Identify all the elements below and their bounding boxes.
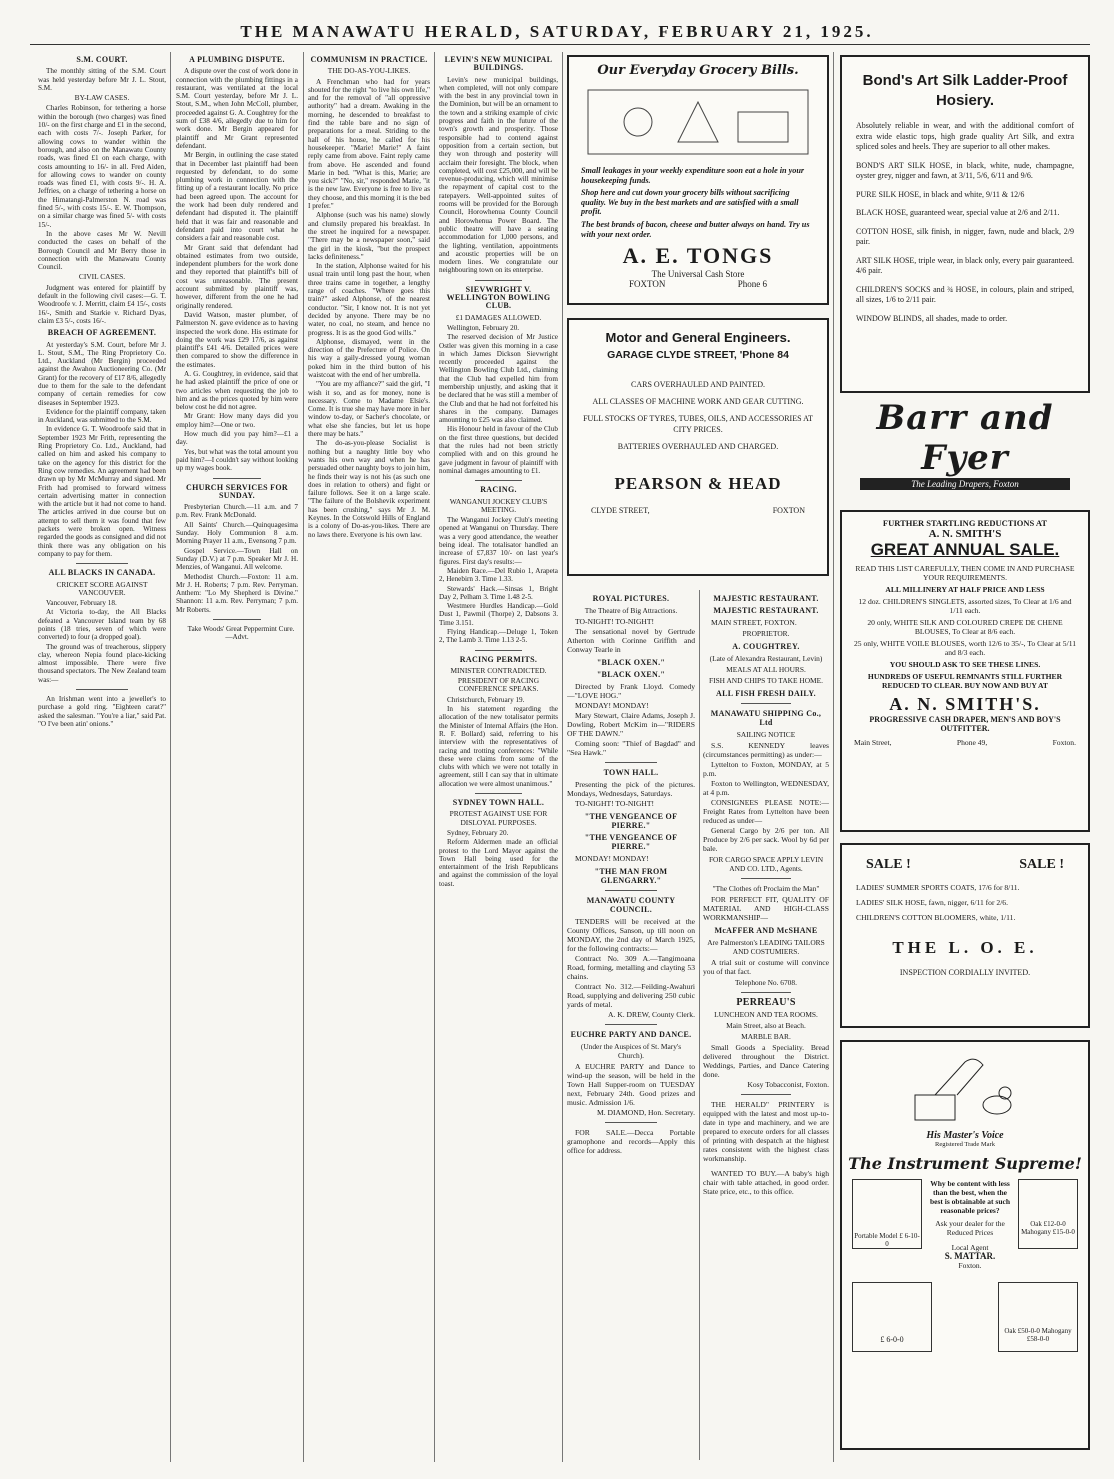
ad-line: CHILDREN'S COTTON BLOOMERS, white, 1/11. [856,913,1016,922]
dateline: Vancouver, February 18. [46,599,117,608]
ad-business-name: THE L. O. E. [892,938,1038,957]
ad-signature: M. DIAMOND, Hon. Secretary. [597,1108,695,1117]
article-text: Alphonse (such was his name) slowly and clumsily prepared his breakfast. In the street he inquired for a newspaper. "There may be a newspaper soon," said the girl in the kiosk, "but the prospect lacks definiteness." [308,211,430,261]
article-text: Presbyterian Church.—11 a.m. and 7 p.m. Rev. Frank McDonald. [176,503,298,520]
ad-business-name: A. E. TONGS [622,243,774,269]
ad-phone: Telephone No. 6708. [735,978,797,987]
ad-line: The sensational novel by Gertrude Atherton with Corinne Griffith and Conway Tearle in [567,627,695,654]
divider [475,650,523,651]
divider [741,992,791,993]
ad-line: 12 doz. CHILDREN'S SINGLETS, assorted sizes, To Clear at 1/6 and 1/11 each. [858,597,1072,615]
ad-town: Foxton. [1052,738,1076,747]
ad-title: GREAT ANNUAL SALE. [870,540,1060,559]
divider [475,793,523,794]
divider [475,280,523,281]
divider [741,1094,791,1095]
masthead: THE MANAWATU HERALD, SATURDAY, FEBRUARY 21, 1925. [240,22,874,41]
ad-line: BLACK HOSE, guaranteed wear, special value at 2/6 and 2/11. [856,208,1060,217]
ad-phone: Phone 49, [956,738,988,747]
headline: SYDNEY TOWN HALL. [452,798,545,808]
article-text: At yesterday's S.M. Court, before Mr J. L. Stout, S.M., The Ring Proprietory Co. Ltd., Auckland (Mr Bergin) proceeded against the Awahou Auctioneering Co. (Mr Grant) for the recovery of £17 8/6, allegedly due to them for the sale to the defendant company of certain remedies for cow diseases in September 1923. [38,340,166,407]
ad-line: CARS OVERHAULED AND PAINTED. [631,380,765,389]
article-text: Judgment was entered for plaintiff by default in the following civil cases:—G. T. Woodroofe v. J. Merritt, claim £4 15/-, costs 16/-, Smith and Starkie v. Richard Dyas, claim £3 5/-, costs 16/-. [38,283,166,325]
article-text: Mr Bergin, in outlining the case stated that in December last plaintiff had been requested by defendant, to do some plumbing work in connection with the fitting up of a restaurant locally. No price had been agreed upon. The account for the work had been duly rendered and defendant had disputed it. The plaintiff held that it was fair and reasonable and defendant paid into court what he considers a fair and reasonable cost. [176,151,298,243]
race-result: Maiden Race.—Del Rubio 1, Arapeta 2, Henebirn 3. Time 1.33. [439,566,558,584]
ad-business-name: S. MATTAR. [944,1251,996,1261]
ad-line: Are Palmerston's LEADING TAILORS AND COSTUMIERS. [707,938,825,956]
subheading: CIVIL CASES. [78,272,126,282]
column-rule [303,52,304,1462]
race-result: Flying Handicap.—Deluge 1, Token 2, The Lamb 3. Time 1.13 2-5. [439,628,558,645]
article-text: Levin's new municipal buildings, when completed, will not only compare with the best in any provincial town in the Dominion, but will be an ornament to the town and a striking example of civic progress and faith in the future of the town's growth and prosperity. Those responsible had to contend against opposition from a certain section, but they won through and posterity will acclaim their foresight. The block, when completed, will cost £25,000, and will be revenue-producing, which will minimise the repayment of capital cost to the ratepayers. Well-appointed suites of rooms will be provided for the Borough Council, Horowhenua County Council and Horowhenua Power Board. The public theatre will have a seating accommodation for 1,000 persons, and the lighting, ventilation, appointments and acoustic properties will be on modern lines. We congratulate our neighbouring town on its enterprise. [439,75,558,275]
advertisement-line: Take Woods' Great Peppermint Cure.—Advt. [187,625,295,642]
sale-heading: SALE ! [866,857,911,872]
ad-address: GARAGE CLYDE STREET, 'Phone 84 [607,349,789,361]
headline: ALL BLACKS IN CANADA. [48,568,156,578]
ad-street: Main Street, [854,738,892,747]
article-text: How much did you pay him?—£1 a day. [176,430,298,447]
article-text: A. G. Coughtrey, in evidence, said that he had asked plaintiff the price of one or two articles when requesting the job to him and as the prices quoted by him were below cost he did not agree. [176,369,298,412]
engineers-advertisement [567,318,829,576]
barr-fyer-logo [840,398,1090,489]
ad-line: A EUCHRE PARTY and Dance to wind-up the season, will be held in the Town Hall Supper-room on TUESDAY next, February 24th. Good prizes and music. Admission 1/6. [567,1062,695,1107]
subheading: CRICKET SCORE AGAINST VANCOUVER. [56,579,148,597]
masthead-rule [30,44,1090,45]
gramophone-advertisement [840,1040,1090,1450]
article-text: Mr Grant: How many days did you employ him?—One or two. [176,412,298,429]
divider [76,689,127,690]
ad-banner: Our Everyday Grocery Bills. [597,63,799,78]
dateline: Wellington, February 20. [447,323,520,332]
article-text: The ground was of treacherous, slippery clay, whereon Nepia found place-kicking almost impossible. There were five thousand spectators. The New Zealand team was:— [38,642,166,684]
ad-subtitle: (Under the Auspices of St. Mary's Church). [580,1042,682,1060]
ad-line: LADIES' SUMMER SPORTS COATS, 17/6 for 8/11. [856,883,1020,892]
ad-line: ALL CLASSES OF MACHINE WORK AND GEAR CUTTING. [592,397,804,406]
article-text: Methodist Church.—Foxton: 11 a.m. Mr J. H. Roberts; 7 p.m. Rev. Perryman. Anthem: "Lo My Shepherd is Divine." Shannon: 11 a.m. Rev. Perryman; 7 p.m. Mr Roberts. [176,572,298,614]
ad-line: CHILDREN'S SOCKS and ¾ HOSE, in colours, plain and striped, all sizes, 1/6 to 2/11 pair. [856,284,1074,304]
article-text: Charles Robinson, for tethering a horse within the borough (two charges) was fined 10/- on the first charge and £1 in the second, each with costs 7/-. Joseph Parker, for allowing cows to wander within the borough, and also on the Manawatu County roads, was fined £1 on each charge, with costs amounting to 16/- in all. Fred Aiden, for allowing cows to wander on county roads was fined £1, with costs 9/-. H. A. Jeffries, on a charge of tethering a horse on the Himatangi-Palmerston N. road was fined 5/-, with costs 15/-. E. W. Thompson, on a similar charge was fined 5/- with costs 15/-. [38,104,166,229]
ad-line: FOR CARGO SPACE APPLY LEVIN AND CO. LTD., Agents. [708,855,824,873]
ad-line: MAIN STREET, FOXTON. [711,618,797,627]
column-rule [434,52,435,1462]
ad-line: 25 only, WHITE VOILE BLOUSES, worth 12/6 to 35/-, To Clear at 5/11 and 8/3 each. [853,639,1077,657]
ad-line: Contract No. 312.—Feilding-Awahuri Road, supplying and delivering 250 cubic yards of metal. [567,982,695,1009]
article-text: The reserved decision of Mr Justice Ostler was given this morning in a case in which James Dickson Sievwright recently proceeded against the Wellington Bowling Club Ltd., claiming that the Club had expelled him from membership unjustly, and asking that it be declared that he was still a member of the Club and that he had not forfeited his shares in the company. Damages amounting to £25 was also claimed. [439,333,558,425]
headline: CHURCH SERVICES FOR SUNDAY. [186,482,288,500]
column-2 [176,52,298,1462]
ad-line: Kosy Tobacconist, Foxton. [747,1080,829,1089]
article-text: All Saints' Church.—Quinquagesima Sunday. Holy Communion 8 a.m. Morning Prayer 11 a.m., Evensong 7 p.m. [176,520,298,546]
model-console: Oak £50-0-0 Mahogany £58-0-0 [998,1282,1078,1352]
ad-title: "The Clothes oft Proclaim the Man" [712,884,820,893]
column-rule [562,52,563,1462]
ad-line: Local Agent [951,1243,989,1252]
ad-town: FOXTON [629,279,666,290]
subheading: PROTEST AGAINST USE FOR DISLOYAL PURPOSES. [449,809,548,827]
ad-line: THE HERALD" PRINTERY is equipped with the latest and most up-to-date in type and machinery, and we are prepared to execute orders for all classes of printing with despatch at the highest rates consistent with the highest class workmanship. [703,1100,829,1163]
divider [76,563,127,564]
sale-heading: SALE ! [1019,857,1064,872]
ad-title: MANAWATU SHIPPING Co., Ltd [710,709,822,727]
ad-business-name: PEARSON & HEAD [614,474,782,493]
ad-line: READ THIS LIST CAREFULLY, THEN COME IN AND PURCHASE YOUR REQUIREMENTS. [855,564,1075,582]
ad-line: Presenting the pick of the pictures. Mondays, Wednesdays, Saturdays. [567,780,695,798]
divider [741,703,791,704]
column-rule [170,52,171,1462]
ad-line: ALL FISH FRESH DAILY. [716,689,816,698]
ad-line: TO-NIGHT! TO-NIGHT! [575,617,655,626]
ad-title: The Instrument Supreme! [848,1154,1082,1173]
ad-line: Absolutely reliable in wear, and with the additional comfort of extra wide elastic tops, high grade quality Art Silk, and extra spliced soles and heels. They are superior to all other makes. [856,121,1074,151]
ad-business-name: A. N. SMITH'S. [889,694,1041,714]
dateline: Christchurch, February 19. [447,695,525,704]
ad-line: Contract No. 309 A.—Tangimoana Road, forming, metalling and clayting 53 chains. [567,954,695,981]
ad-line: LUNCHEON AND TEA ROOMS. [714,1010,818,1019]
ad-line: MARBLE BAR. [741,1032,791,1041]
model-cabinet: Oak £12-0-0 Mahogany £15-0-0 [1018,1179,1078,1249]
ad-phone: Phone 6 [737,279,767,290]
trade-mark: Registered Trade Mark [935,1141,995,1148]
ad-line: FURTHER STARTLING REDUCTIONS AT [882,518,1048,528]
ad-text: Small leakages in your weekly expenditure soon eat a hole in your housekeeping funds. [581,166,805,185]
ad-line: TO-NIGHT! TO-NIGHT! [575,799,655,808]
divider [605,1122,656,1123]
headline: RACING PERMITS. [459,654,538,664]
model-table: £ 6-0-0 [852,1282,932,1352]
ad-title: MAJESTIC RESTAURANT. [713,606,819,615]
ad-line: ALL MILLINERY AT HALF PRICE AND LESS [885,585,1045,594]
article-text: At Victoria to-day, the All Blacks defeated a Vancouver Island team by 68 points (18 tries, seven of which were converted) to four (a dropped goal). [38,608,166,642]
ad-line: Small Goods a Speciality. Bread delivered throughout the District. Weddings, Parties, and Dance Catering done. [703,1043,829,1079]
film-title: "THE VENGEANCE OF PIERRE." [584,812,678,830]
headline: LEVIN'S NEW MUNICIPAL BUILDINGS. [444,55,553,73]
subheading: £1 DAMAGES ALLOWED. [455,312,542,322]
headline: S.M. COURT. [76,55,128,64]
hosiery-advertisement [840,55,1090,393]
subheading: THE DO-AS-YOU-LIKES. [327,66,411,76]
ad-line: A trial suit or costume will convince you of that fact. [703,958,829,976]
article-text: A dispute over the cost of work done in connection with the plumbing fittings in a restaurant, was ventilated at the local S.M. Court yesterday, before Mr J. L. Stout, S.M., when John McColl, plumber, proceeded against G. A. Coughtrey for the sum of £38 4/6, allegedly due to him for work done. Mr Bergin appeared for plaintiff and Mr Grant represented defendant. [176,67,298,150]
ad-line: HUNDREDS OF USEFUL REMNANTS STILL FURTHER REDUCED TO CLEAR. BUY NOW AND BUY AT [867,672,1063,690]
ad-text: The best brands of bacon, cheese and butter always on hand. Try us with your next order. [581,219,810,239]
article-text: Yes, but what was the total amount you paid him?—I couldn't say without looking up my wages book. [176,447,298,473]
ad-line: MONDAY! MONDAY! [575,854,649,863]
ad-title: PERREAU'S [736,997,796,1008]
ad-line: TENDERS will be received at the County Offices, Sanson, up till noon on MONDAY, the 2nd day of March 1925, for the following contracts:— [567,917,695,953]
ad-line: MONDAY! MONDAY! [575,701,649,710]
film-title: "BLACK OXEN." [596,670,666,679]
ad-line: Ask your dealer for the Reduced Prices [935,1219,1005,1237]
ad-line: Why be content with less than the best, when the best is obtainable at such reasonable prices? [929,1179,1010,1215]
article-text: Mr Grant said that defendant had obtained estimates from two outside, independent plumbers for the work done and they reported that plaintiff's bill of cost was unreasonable. The present account submitted by plaintiff was, however, different from the one he had originally rendered. [176,243,298,310]
ad-line: LADIES' SILK HOSE, fawn, nigger, 6/11 for 2/6. [856,898,1009,907]
ad-line: Mary Stewart, Claire Adams, Joseph J. Dowling, Robert McKim in—"RIDERS OF THE DAWN." [567,711,695,738]
ad-line: FISH AND CHIPS TO TAKE HOME. [709,676,823,685]
ad-title: Bond's Art Silk Ladder-Proof Hosiery. [862,72,1068,109]
ad-line: ART SILK HOSE, triple wear, in black only, every pair guaranteed. 4/6 pair. [856,255,1074,275]
headline: SIEVWRIGHT V. WELLINGTON BOWLING CLUB. [446,284,551,311]
ad-line: (Late of Alexandra Restaurant, Levin) [709,654,823,663]
divider [213,619,262,620]
ad-subtitle: SAILING NOTICE [736,730,796,739]
brand-name: His Master's Voice [926,1130,1004,1141]
ad-line: FOR SALE.—Decca Portable gramophone and records—Apply this office for address. [567,1128,695,1155]
ad-line: BATTERIES OVERHAULED AND CHARGED. [617,442,779,451]
divider [475,480,523,481]
ad-text: Shop here and cut down your grocery bills without sacrificing quality. We buy in the best markets and are satisfied with a small profit. [581,188,799,217]
ad-title: TOWN HALL. [603,768,659,777]
ad-business-name: McAFFER AND McSHANE [714,926,818,935]
ad-title: Motor and General Engineers. [605,330,791,345]
article-text: "You are my affiance?" said the girl, "I wish it so, and as for money, none is necessary. Come to Madame Elsie's. Come. It is true she may have more in her window to-day, or Sacher's chocolate, or what else she fancies, but let us hope there may be hats." [308,380,430,439]
divider [741,878,791,879]
sale-advertisement [840,843,1090,1028]
ad-line: Foxton to Wellington, WEDNESDAY, at 4 p.m. [703,779,829,797]
subheading: BY-LAW CASES. [74,93,130,103]
column-4 [439,52,558,1462]
ad-line: S.S. KENNEDY leaves (circumstances permitting) as under:— [703,741,829,759]
subheading: MINISTER CONTRADICTED. [450,665,547,675]
film-title: "THE VENGEANCE OF PIERRE." [584,833,678,851]
logo-tagline: The Leading Drapers, Foxton [860,478,1070,490]
ad-line: Directed by Frank Lloyd. Comedy—"LOVE HOG." [567,682,695,700]
article-text: Gospel Service.—Town Hall on Sunday (D.V.) at 7 p.m. Speaker Mr J. H. Menzies, of Wanganui. All welcome. [176,546,298,572]
column-rule [699,590,700,1460]
tongs-advertisement [567,55,829,305]
article-text: In the station, Alphonse waited for his usual train until long past the hour, when three trains came in together, a lengthy range of coaches. "Where goes this train?" asked Alphonse, of the nearest conductor. "Sir, I know not. It is not yet decided by anyone. There may be no water, no coal, no steam, and hence no progress. It is as the good God wills." [308,262,430,337]
ad-line: YOU SHOULD ASK TO SEE THESE LINES. [889,660,1041,669]
column-3 [308,52,430,1462]
headline: RACING. [480,485,517,495]
article-text: The monthly sitting of the S.M. Court was held yesterday before Mr J. L. Stout, S.M. [38,67,166,92]
ad-subtitle: The Theatre of Big Attractions. [584,606,678,615]
race-result: Stewards' Hack.—Sinsas 1, Bright Day 2, Pelham 3. Time 1.48 2-5. [439,584,558,601]
ad-line: CONSIGNEES PLEASE NOTE:—Freight Rates from Lyttelton have been reduced as under— [703,798,829,825]
ad-title: ROYAL PICTURES. [592,594,670,603]
ad-line: Lyttelton to Foxton, MONDAY, at 5 p.m. [703,760,829,778]
ad-line: WANTED TO BUY.—A baby's high chair with table attached, in good order. State price, etc., to this office. [703,1169,829,1196]
ad-street: CLYDE STREET, [591,506,650,515]
ad-title: MANAWATU COUNTY COUNCIL. [586,896,676,914]
ad-line: FULL STOCKS OF TYRES, TUBES, OILS, AND ACCESSORIES AT CITY PRICES. [583,414,813,434]
ad-line: Main Street, also at Beach. [726,1021,806,1030]
ad-line: BOND'S ART SILK HOSE, in black, white, nude, champagne, oyster grey, nigger and fawn, at 3/11, 5/6, 6/11 and 9/6. [856,160,1074,180]
ad-line: PURE SILK HOSE, in black and white, 9/11 & 12/6 [856,189,1025,199]
article-text: His Honour held in favour of the Club on the first three questions, but decided that the rules had not been strictly complied with and on this ground he gave judgment in favour of plaintiff with nominal damages amounting to £1. [439,425,558,475]
ad-town: Foxton. [958,1261,982,1270]
grocery-illustration [578,82,818,162]
column-rule [833,52,834,1462]
divider [213,478,262,479]
article-text: David Watson, master plumber, of Palmerston N. gave evidence as to having inspected the work done. His estimate for doing the work was £29 17/6, as against plaintiff's £41 4/6. Detailed prices were then compared to show the difference in the estimates. [176,310,298,369]
film-title: "BLACK OXEN." [596,658,666,667]
ad-business-name: A. COUGHTREY. [732,642,800,651]
ad-line: Coming soon: "Thief of Bagdad" and "Sea Hawk." [567,739,695,757]
ad-town: FOXTON [772,506,805,515]
ad-line: PROGRESSIVE CASH DRAPER, MEN'S AND BOY'S OUTFITTER. [869,715,1061,733]
ad-line: INSPECTION CORDIALLY INVITED. [899,968,1031,977]
article-text: The do-as-you-please Socialist is nothing but a naughty little boy who wants his own way and when he has persuaded other naughty boys to join him, he finds their way is not his (as such one does in relation to others) and fight or failure follows. See it on a large scale. "The failure of the Bolshevik experiment has been crushing," says Mr J. M. Keynes. In the Cotswold Hills of England is a colony of Do-as-you-likes. There are no laws there. Everyone is his own law. [308,439,430,539]
headline: COMMUNISM IN PRACTICE. [310,55,428,64]
film-title: "THE MAN FROM GLENGARRY." [594,867,668,885]
entertainment-column [567,590,695,1460]
article-text: An Irishman went into a jeweller's to purchase a gold ring. "Eighteen carat?" asked the salesman. "You're a liar," said Pat. "O I've been atin' onions." [38,695,166,728]
divider [605,1024,656,1025]
article-text: In his statement regarding the allocation of the new totalisator permits the Minister of Internal Affairs (the Hon. R. F. Bollard) said, referring to his interview with the representatives of racing and trotting conferences: "While these were claims from some of the clubs with which we were not totally in agreement, still I can say that in ultimate allocation we were almost unanimous." [439,705,558,788]
article-text: A Frenchman who had for years shouted for the right "to live his own life," and for the removal of "all oppressive authority" had a dream. Awaking in the morning, he descended to breakfast to find the table bare and no sign of preparations for a meal. Striding to the hall of his house, he called for his housekeeper. "Marie! Marie!" A faint reply came from above. Faint reply came from above. He ascended and found Marie in bed. "What is this, Marie; are you sick?" "No, sir," responded Marie, "it is the new law. Everyone is free to live as they choose, and this morning it is the bed I prefer." [308,77,430,211]
ad-business-name: A. N. SMITH'S [928,528,1002,540]
ad-signature: A. K. DREW, County Clerk. [607,1010,695,1019]
dateline: Sydney, February 20. [447,828,509,837]
ad-line: MEALS AT ALL HOURS. [726,665,806,674]
ad-title: EUCHRE PARTY AND DANCE. [570,1030,692,1039]
subheading: PRESIDENT OF RACING CONFERENCE SPEAKS. [457,676,540,694]
ad-text: The Universal Cash Store [651,269,745,280]
divider [605,890,656,891]
subheading: WANGANUI JOCKEY CLUB'S MEETING. [449,496,548,514]
divider [605,762,656,763]
column-1 [38,52,166,1462]
ad-line: FOR PERFECT FIT, QUALITY OF MATERIAL AND HIGH-CLASS WORKMANSHIP— [703,895,829,922]
ad-line: 20 only, WHITE SILK AND COLOURED CREPE DE CHENE BLOUSES, To Clear at 8/6 each. [867,618,1063,636]
article-text: In the above cases Mr W. Nevill conducted the cases on behalf of the Borough Council and Mr Berry those in connection with the Manawatu County Council. [38,229,166,272]
article-text: In evidence G. T. Woodroofe said that in September 1923 Mr Frith, representing the Ring Proprietory Co. Ltd., Auckland, had called on him and asked his company to take on the agency for this district for the Ring cow remedies. An agreement had been drawn up by Mr McMurray and signed. Mr Frith had promised to forward witness certain advertising matter in connection with the article but it had not come to hand. The articles arrived in due course but on attempt to sell them it was found that few packets were broken open. Witness regarded the goods as consigned and did not think there was any obligation on his company to pay for them. [38,425,166,558]
race-result: Westmere Hurdles Handicap.—Gold Dust 1, Pawmil (Thorpe) 2, Dabsons 3. Time 3.151. [439,602,558,627]
ad-line: WINDOW BLINDS, all shades, made to order. [856,313,1008,323]
headline: A PLUMBING DISPUTE. [189,55,285,64]
ad-line: COTTON HOSE, silk finish, in nigger, fawn, nude and black, 2/9 pair. [856,226,1074,246]
article-text: The Wanganui Jockey Club's meeting opened at Wanganui on Thursday. There was a very good attendance, the weather being ideal. The totalisator handled an increase of £7,837 10/- on last year's figures. First day's results:— [439,516,558,566]
model-portable: Portable Model £ 6-10-0 [852,1179,922,1249]
logo-script: Barr and Fyer [876,398,1054,478]
ad-line: PROPRIETOR. [742,629,790,638]
ad-line: General Cargo by 2/6 per ton. All Produce by 2/6 per sack. Wool by 6d per bale. [703,826,829,853]
ad-title: MAJESTIC RESTAURANT. [713,594,819,603]
dog-gramophone-logo [905,1050,1025,1130]
article-text: Alphonse, dismayed, went in the direction of the Prefecture of Police. On his way a gaily-dressed young woman poked him in the third button of his waistcoat with the end of her umbrella. [308,337,430,379]
annual-sale-advertisement [840,510,1090,832]
headline: BREACH OF AGREEMENT. [47,328,157,338]
services-column [703,590,829,1460]
article-text: Evidence for the plaintiff company, taken in Auckland, was submitted to the S.M. [38,407,166,425]
article-text: Reform Aldermen made an official protest to the Lord Mayor against the Town Hall being used for the entertainment of the Irish Republicans and against the commission of the loyal toast. [439,838,558,888]
